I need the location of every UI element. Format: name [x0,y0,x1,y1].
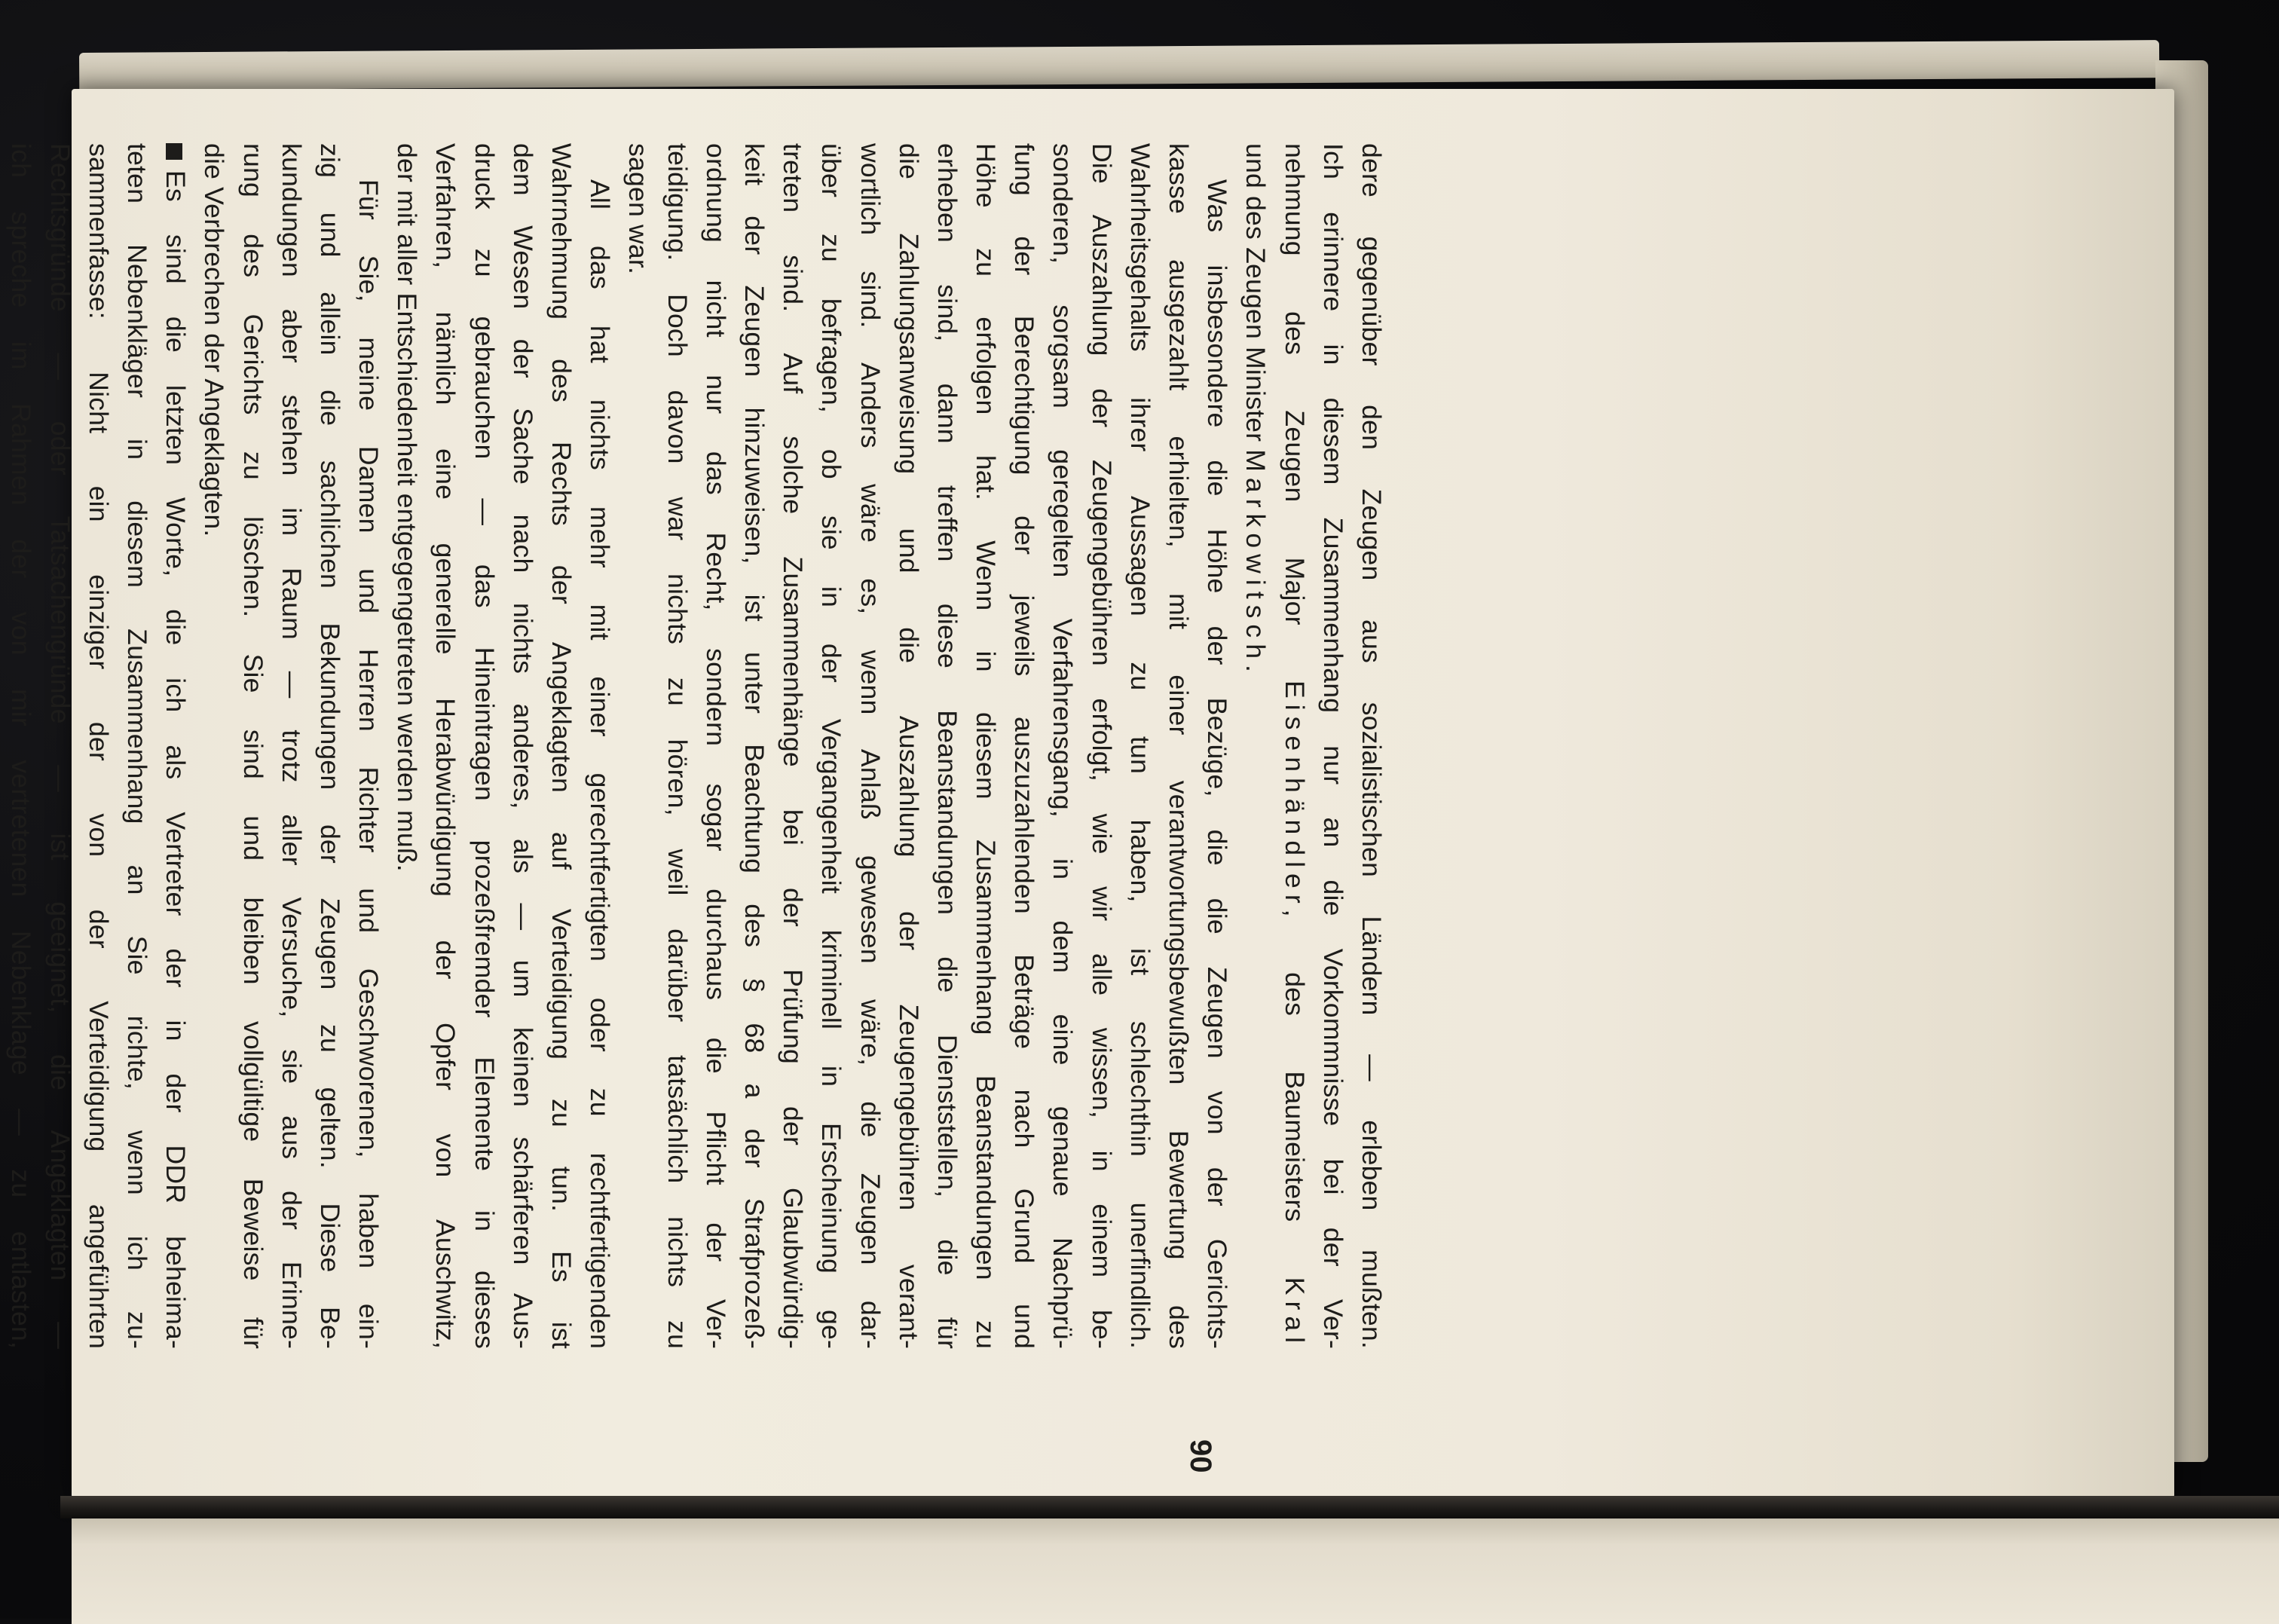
text-run: Wahrheitsgehalts ihrer Aussagen zu tun haben, ist schlechthin unerfindlich. [1124,143,1155,1349]
text-line [426,143,464,1349]
text-line [118,143,156,1349]
text-run: teten Nebenkläger in diesem Zusammenhang an Sie richte, wenn ich zu- [122,143,152,1349]
text-line [966,143,1005,1349]
text-line [850,143,889,1349]
text-run: sammenfasse: Nicht ein einziger der von der Verteidigung angeführten [83,143,114,1349]
text-line [194,143,233,1349]
text-run: keit der Zeugen hinzuweisen, ist unter Beachtung des § 68 a der Strafprozeß- [739,143,769,1349]
text-run: die Zahlungsanweisung und die Auszahlung der Zeugengebühren verant- [893,143,924,1349]
text-run: über zu befragen, ob sie in der Vergangenheit kriminell in Erscheinung ge- [816,143,847,1349]
text-line [0,143,2,1349]
text-run: der mit aller Entschiedenheit entgegengetreten werden muß. [392,143,423,872]
text-run: erheben sind, dann treffen diese Beanstandungen die Dienststellen, die für [931,143,962,1349]
text-run: Ich erinnere in diesem Zusammenhang nur an die Vorkommnisse bei der Ver- [1317,143,1348,1349]
text-line [79,143,118,1349]
text-line [1274,143,1313,1349]
text-line [1159,143,1198,1349]
text-line [619,143,657,1349]
text-line [1121,143,1159,1349]
text-line [1005,143,1043,1349]
facing-page-edge [72,1518,2279,1624]
text-line [580,143,619,1349]
text-line [156,143,194,1349]
text-run: fung der Berechtigung der jeweils auszuzahlenden Beträge nach Grund und [1009,143,1040,1349]
text-run: die Verbrechen der Angeklagten. [199,143,230,537]
text-run: kasse ausgezahlt erhielten, mit einer verantwortungsbewußten Bewertung des [1164,143,1195,1349]
page-number: 90 [1184,1439,1217,1473]
text-run: Die Auszahlung der Zeugengebühren erfolgt, wie wir alle wissen, in einem be- [1086,143,1117,1349]
text-run: teidigung. Doch davon war nichts zu hören, weil darüber tatsächlich nichts zu [662,143,693,1349]
text-line [1314,143,1352,1349]
text-run: All das hat nichts mehr mit einer gerechtfertigten oder zu rechtfertigenden [585,179,616,1349]
text-line [2,143,40,1349]
text-run: Es sind die letzten Worte, die ich als Vertreter der in der DDR beheima- [161,170,191,1349]
text-line [387,143,426,1349]
text-run: sonderen, sorgsam geregelten Verfahrensgang, in dem eine genaue Nachprü- [1048,143,1078,1349]
text-run: . [1240,664,1271,673]
text-line [272,143,310,1349]
text-run: treten sind. Auf solche Zusammenhänge bei der Prüfung der Glaubwürdig- [778,143,809,1349]
page-body-text [6,143,1390,1350]
text-run: dem Wesen der Sache nach nichts anderes, als — um keinen schärferen Aus- [507,143,538,1349]
text-line [735,143,773,1349]
text-line [310,143,349,1349]
text-line [542,143,580,1349]
text-run: dere gegenüber den Zeugen aus sozialistischen Ländern — erleben mußten. [1357,143,1387,1349]
text-line [812,143,850,1349]
text-line [696,143,735,1349]
text-line [349,143,387,1349]
text-line [503,143,542,1349]
text-line [40,143,78,1349]
text-run: kundungen aber stehen im Raum — trotz aller Versuche, sie aus der Erinne- [276,143,307,1349]
text-run: Für Sie, meine Damen und Herren Richter und Geschworenen, haben ein- [353,179,384,1349]
text-run: rung des Gerichts zu löschen. Sie sind und bleiben vollgültige Beweise für [237,143,268,1349]
spaced-name: Eisenhändler [1279,680,1310,910]
spaced-name: Markowitsch [1240,449,1271,665]
text-line [1236,143,1274,1349]
book-gutter [60,1496,2279,1518]
text-run: und des Zeugen Minister [1240,143,1271,450]
text-run: sagen war. [623,143,654,275]
text-line [465,143,503,1349]
text-line [1352,143,1390,1349]
text-run: Rechtsgründe — oder Tatsachengründe — ist geeignet, die Angeklagten — [44,143,75,1349]
text-line [233,143,271,1349]
text-line [773,143,812,1349]
text-run: Wahrnehmung des Rechts der Angeklagten auf Verteidigung zu tun. Es ist [546,143,577,1349]
text-run: druck zu gebrauchen — das Hineintragen prozeßfremder Elemente in dieses [469,143,500,1349]
spaced-name: Kral [1279,1277,1310,1350]
text-run: ordnung nicht nur das Recht, sondern sogar durchaus die Pflicht der Ver- [700,143,731,1349]
text-run: ich spreche im Rahmen der von mir vertretenen Nebenklage — zu entlasten, [6,143,37,1349]
text-run: Höhe zu erfolgen hat. Wenn in diesem Zusammenhang Beanstandungen zu [971,143,1002,1349]
text-line [1043,143,1081,1349]
text-line [889,143,928,1349]
text-run: wortlich sind. Anders wäre es, wenn Anlaß gewesen wäre, die Zeugen dar- [855,143,886,1349]
text-run: nehmung des Zeugen Major [1279,143,1310,680]
text-line [1082,143,1121,1349]
text-run: Verfahren, nämlich eine generelle Herabwürdigung der Opfer von Auschwitz, [430,143,461,1349]
text-run: Was insbesondere die Höhe der Bezüge, die die Zeugen von der Gerichts- [1202,179,1233,1349]
text-line [928,143,966,1349]
text-run: zig und allein die sachlichen Bekundungen der Zeugen zu gelten. Diese Be- [314,143,345,1349]
text-line [657,143,696,1349]
text-run: , des Baumeisters [1279,909,1310,1277]
text-line [1198,143,1236,1349]
square-bullet-icon [166,143,182,160]
